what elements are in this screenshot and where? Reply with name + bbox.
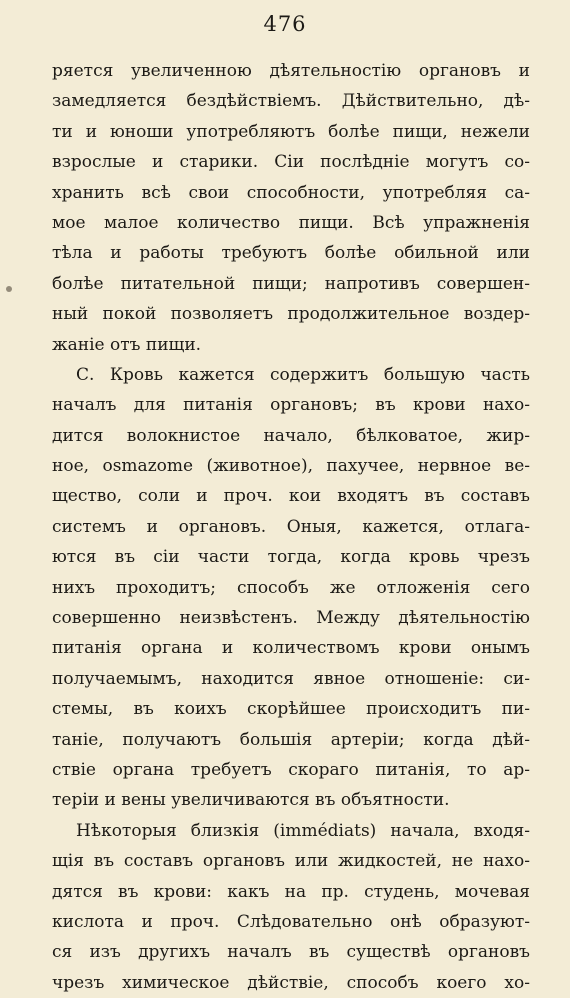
text-line: мое малое количество пищи. Всѣ упражненія [52, 212, 530, 233]
text-line: теріи и вены увеличиваются въ объятности. [52, 790, 450, 811]
text-line: С. Кровь кажется содержитъ большую часть [76, 364, 530, 385]
text-line: системъ и органовъ. Оныя, кажется, отлага- [52, 516, 530, 537]
ink-stain [6, 286, 12, 292]
text-line: ное, osmazome (животное), пахучее, нервное ве- [52, 456, 530, 477]
text-line: нихъ проходитъ; способъ же отложенія сего [52, 577, 530, 598]
text-line: дится волокнистое начало, бѣлковатое, жир- [52, 425, 530, 446]
text-line: питанія органа и количествомъ крови онымъ [52, 638, 530, 659]
text-line: чрезъ химическое дѣйствіе, способъ коего хо- [52, 972, 530, 993]
text-line: ся изъ другихъ началъ въ существѣ органовъ [52, 942, 530, 963]
text-line: получаемымъ, находится явное отношеніе: си- [52, 668, 530, 689]
text-line: ти и юноши употребляютъ болѣе пищи, нежели [52, 121, 530, 142]
text-line: замедляется бездѣйствіемъ. Дѣйствительно, дѣ- [52, 91, 530, 112]
text-line: щество, соли и проч. кои входятъ въ составъ [52, 486, 530, 507]
page-number: 476 [263, 12, 307, 36]
text-line: щія въ составъ органовъ или жидкостей, не нахо- [52, 851, 530, 872]
text-line: совершенно неизвѣстенъ. Между дѣятельностію [52, 608, 530, 629]
text-line: началъ для питанія органовъ; въ крови нахо- [52, 395, 530, 416]
text-line: ствіе органа требуетъ скораго питанія, то ар- [52, 759, 530, 780]
text-line: хранить всѣ свои способности, употребляя са- [52, 182, 530, 203]
text-line: стемы, въ коихъ скорѣйшее происходитъ пи- [52, 699, 530, 720]
body-text [52, 56, 530, 998]
text-line: таніе, получаютъ большія артеріи; когда дѣй- [52, 729, 530, 750]
text-line: ются въ сіи части тогда, когда кровь чрезъ [52, 547, 530, 568]
text-line: взрослые и старики. Сіи послѣдніе могутъ со- [52, 152, 530, 173]
text-line: тѣла и работы требуютъ болѣе обильной или [52, 243, 530, 264]
text-line: жаніе отъ пищи. [52, 334, 202, 355]
text-line: ный покой позволяетъ продолжительное воздер- [52, 304, 530, 325]
text-line: Нѣкоторыя близкія (immédiats) начала, входя- [76, 820, 530, 841]
text-line: болѣе питательной пищи; напротивъ совершен- [52, 273, 530, 294]
text-line: дятся въ крови: какъ на пр. студень, мочевая [52, 881, 530, 902]
text-line: ряется увеличенною дѣятельностію органовъ и [52, 61, 530, 81]
text-line: кислота и проч. Слѣдовательно онѣ образуют- [52, 911, 530, 932]
